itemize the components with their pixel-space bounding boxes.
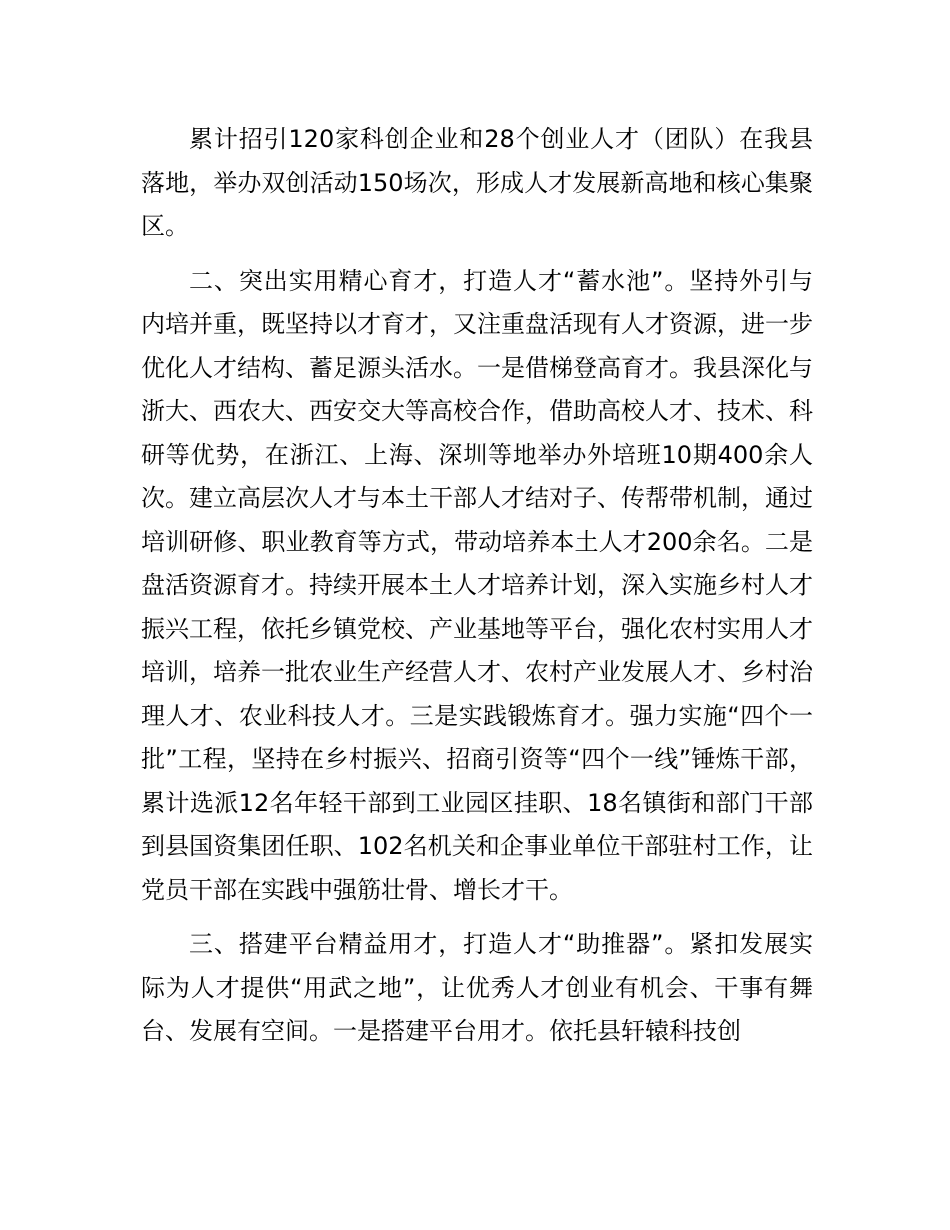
paragraph-3: 三、搭建平台精益用才，打造人才“助推器”。紧扣发展实际为人才提供“用武之地”，让优秀人才创业有机会、干事有舞台、发展有空间。一是搭建平台用才。依托县轩辕科技创 (141, 930, 813, 1045)
document-body (141, 118, 813, 1065)
paragraph-2: 二、突出实用精心育才，打造人才“蓄水池”。坚持外引与内培并重，既坚持以才育才，又注重盘活现有人才资源，进一步优化人才结构、蓄足源头活水。一是借梯登高育才。我县深化与浙大、西农大、西安交大等高校合作，借助高校人才、技术、科研等优势，在浙江、上海、深圳等地举办外培班10期400余人次。建立高层次人才与本土干部人才结对子、传帮带机制，通过培训研修、职业教育等方式，带动培养本土人才200余名。二是盘活资源育才。持续开展本土人才培养计划，深入实施乡村人才振兴工程，依托乡镇党校、产业基地等平台，强化农村实用人才培训，培养一批农业生产经营人才、农村产业发展人才、乡村治理人才、农业科技人才。三是实践锻炼育才。强力实施“四个一批”工程，坚持在乡村振兴、招商引资等“四个一线”锤炼干部，累计选派12名年轻干部到工业园区挂职、18名镇街和部门干部到县国资集团任职、102名机关和企事业单位干部驻村工作，让党员干部在实践中强筋壮骨、增长才干。 (141, 266, 813, 904)
paragraph-1: 累计招引120家科创企业和28个创业人才（团队）在我县落地，举办双创活动150场次，形成人才发展新高地和核心集聚区。 (141, 125, 813, 240)
